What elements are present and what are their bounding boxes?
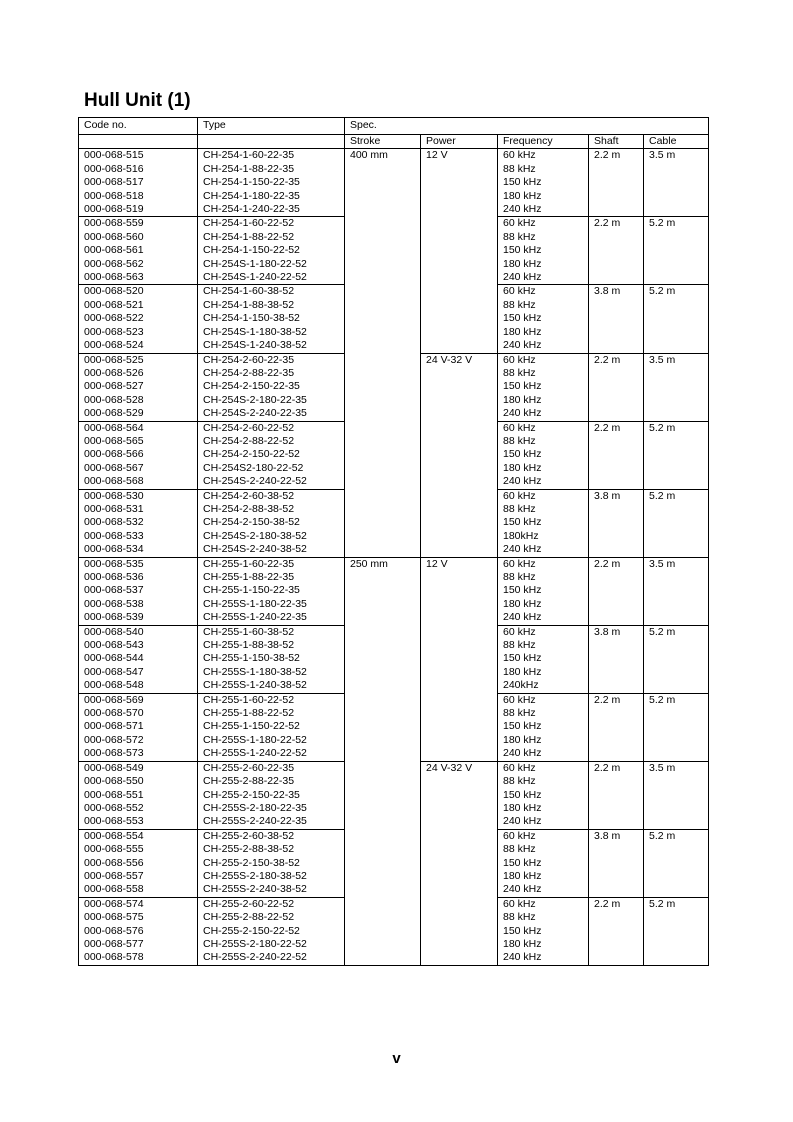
code-cell: 000-068-533	[79, 530, 198, 543]
type-cell: CH-254S2-180-22-52	[198, 462, 345, 475]
frequency-cell: 240 kHz	[498, 883, 589, 897]
shaft-cell: 3.8 m	[589, 829, 644, 897]
frequency-cell: 60 kHz	[498, 761, 589, 775]
code-cell: 000-068-578	[79, 951, 198, 965]
cable-cell: 5.2 m	[644, 693, 709, 761]
header-spec: Spec.	[345, 118, 709, 135]
shaft-cell: 2.2 m	[589, 897, 644, 965]
frequency-cell: 240 kHz	[498, 407, 589, 421]
frequency-cell: 240 kHz	[498, 475, 589, 489]
frequency-cell: 180 kHz	[498, 190, 589, 203]
type-cell: CH-254S-1-180-22-52	[198, 258, 345, 271]
code-cell: 000-068-569	[79, 693, 198, 707]
code-cell: 000-068-552	[79, 802, 198, 815]
cable-cell: 3.5 m	[644, 761, 709, 829]
code-cell: 000-068-548	[79, 679, 198, 693]
type-cell: CH-255S-2-180-22-35	[198, 802, 345, 815]
frequency-cell: 60 kHz	[498, 625, 589, 639]
code-cell: 000-068-529	[79, 407, 198, 421]
page-number: v	[392, 1050, 401, 1067]
code-cell: 000-068-550	[79, 775, 198, 788]
frequency-cell: 180 kHz	[498, 598, 589, 611]
cable-cell: 3.5 m	[644, 557, 709, 625]
frequency-cell: 88 kHz	[498, 639, 589, 652]
type-cell: CH-255-2-150-38-52	[198, 857, 345, 870]
cable-cell: 3.5 m	[644, 353, 709, 421]
code-cell: 000-068-551	[79, 789, 198, 802]
type-cell: CH-254S-1-240-22-52	[198, 271, 345, 285]
cable-cell: 5.2 m	[644, 829, 709, 897]
cable-cell: 5.2 m	[644, 285, 709, 353]
header-frequency: Frequency	[498, 135, 589, 149]
header-stroke: Stroke	[345, 135, 421, 149]
type-cell: CH-255S-2-240-22-35	[198, 815, 345, 829]
frequency-cell: 240 kHz	[498, 611, 589, 625]
type-cell: CH-254-1-88-22-35	[198, 163, 345, 176]
type-cell: CH-255-1-150-38-52	[198, 652, 345, 665]
code-cell: 000-068-518	[79, 190, 198, 203]
code-cell: 000-068-554	[79, 829, 198, 843]
type-cell: CH-255S-2-240-22-52	[198, 951, 345, 965]
type-cell: CH-255S-1-240-22-52	[198, 747, 345, 761]
type-cell: CH-255-1-88-38-52	[198, 639, 345, 652]
type-cell: CH-254-2-60-22-52	[198, 421, 345, 435]
frequency-cell: 240kHz	[498, 679, 589, 693]
frequency-cell: 150 kHz	[498, 720, 589, 733]
code-cell: 000-068-556	[79, 857, 198, 870]
type-cell: CH-255S-2-180-38-52	[198, 870, 345, 883]
code-cell: 000-068-527	[79, 380, 198, 393]
type-cell: CH-255-2-88-22-52	[198, 911, 345, 924]
code-cell: 000-068-524	[79, 339, 198, 353]
shaft-cell: 2.2 m	[589, 353, 644, 421]
type-cell: CH-254-1-180-22-35	[198, 190, 345, 203]
code-cell: 000-068-539	[79, 611, 198, 625]
subheader-type-blank	[198, 135, 345, 149]
type-cell: CH-255-1-60-38-52	[198, 625, 345, 639]
code-cell: 000-068-537	[79, 584, 198, 597]
type-cell: CH-255S-1-240-38-52	[198, 679, 345, 693]
frequency-cell: 150 kHz	[498, 244, 589, 257]
cable-cell: 5.2 m	[644, 625, 709, 693]
code-cell: 000-068-517	[79, 176, 198, 189]
shaft-cell: 2.2 m	[589, 217, 644, 285]
power-cell: 24 V-32 V	[421, 761, 498, 965]
type-cell: CH-255-2-60-22-52	[198, 897, 345, 911]
frequency-cell: 240 kHz	[498, 271, 589, 285]
frequency-cell: 240 kHz	[498, 203, 589, 217]
frequency-cell: 150 kHz	[498, 448, 589, 461]
table-body	[79, 149, 709, 965]
header-shaft: Shaft	[589, 135, 644, 149]
type-cell: CH-255-2-88-38-52	[198, 843, 345, 856]
code-cell: 000-068-528	[79, 394, 198, 407]
frequency-cell: 240 kHz	[498, 951, 589, 965]
code-cell: 000-068-572	[79, 734, 198, 747]
code-cell: 000-068-558	[79, 883, 198, 897]
frequency-cell: 180 kHz	[498, 802, 589, 815]
type-cell: CH-255-2-150-22-52	[198, 925, 345, 938]
frequency-cell: 180 kHz	[498, 258, 589, 271]
code-cell: 000-068-571	[79, 720, 198, 733]
header-cable: Cable	[644, 135, 709, 149]
code-cell: 000-068-525	[79, 353, 198, 367]
frequency-cell: 180 kHz	[498, 394, 589, 407]
type-cell: CH-254-1-150-22-35	[198, 176, 345, 189]
header-power: Power	[421, 135, 498, 149]
frequency-cell: 180 kHz	[498, 666, 589, 679]
frequency-cell: 180 kHz	[498, 938, 589, 951]
frequency-cell: 60 kHz	[498, 897, 589, 911]
code-cell: 000-068-574	[79, 897, 198, 911]
frequency-cell: 150 kHz	[498, 312, 589, 325]
shaft-cell: 3.8 m	[589, 489, 644, 557]
type-cell: CH-255-2-60-38-52	[198, 829, 345, 843]
shaft-cell: 3.8 m	[589, 625, 644, 693]
frequency-cell: 60 kHz	[498, 149, 589, 163]
code-cell: 000-068-520	[79, 285, 198, 299]
shaft-cell: 2.2 m	[589, 421, 644, 489]
frequency-cell: 240 kHz	[498, 747, 589, 761]
code-cell: 000-068-536	[79, 571, 198, 584]
shaft-cell: 2.2 m	[589, 557, 644, 625]
frequency-cell: 60 kHz	[498, 557, 589, 571]
code-cell: 000-068-565	[79, 435, 198, 448]
type-cell: CH-255S-2-240-38-52	[198, 883, 345, 897]
type-cell: CH-254-2-60-38-52	[198, 489, 345, 503]
stroke-cell: 250 mm	[345, 557, 421, 965]
cable-cell: 3.5 m	[644, 149, 709, 217]
type-cell: CH-255-2-150-22-35	[198, 789, 345, 802]
code-cell: 000-068-568	[79, 475, 198, 489]
type-cell: CH-255-2-88-22-35	[198, 775, 345, 788]
header-type: Type	[198, 118, 345, 135]
frequency-cell: 180 kHz	[498, 870, 589, 883]
code-cell: 000-068-560	[79, 231, 198, 244]
code-cell: 000-068-566	[79, 448, 198, 461]
type-cell: CH-254-1-60-38-52	[198, 285, 345, 299]
code-cell: 000-068-516	[79, 163, 198, 176]
table-row	[79, 149, 709, 163]
frequency-cell: 60 kHz	[498, 285, 589, 299]
frequency-cell: 150 kHz	[498, 789, 589, 802]
code-cell: 000-068-523	[79, 326, 198, 339]
type-cell: CH-254-2-88-22-35	[198, 367, 345, 380]
power-cell: 24 V-32 V	[421, 353, 498, 557]
type-cell: CH-254-1-240-22-35	[198, 203, 345, 217]
frequency-cell: 88 kHz	[498, 231, 589, 244]
type-cell: CH-254-2-88-38-52	[198, 503, 345, 516]
frequency-cell: 88 kHz	[498, 775, 589, 788]
frequency-cell: 240 kHz	[498, 815, 589, 829]
code-cell: 000-068-557	[79, 870, 198, 883]
type-cell: CH-254S-2-240-38-52	[198, 543, 345, 557]
type-cell: CH-254-2-60-22-35	[198, 353, 345, 367]
type-cell: CH-254-1-88-38-52	[198, 299, 345, 312]
type-cell: CH-254S-1-180-38-52	[198, 326, 345, 339]
header-code: Code no.	[79, 118, 198, 135]
code-cell: 000-068-515	[79, 149, 198, 163]
code-cell: 000-068-538	[79, 598, 198, 611]
code-cell: 000-068-521	[79, 299, 198, 312]
code-cell: 000-068-576	[79, 925, 198, 938]
frequency-cell: 88 kHz	[498, 911, 589, 924]
frequency-cell: 88 kHz	[498, 843, 589, 856]
frequency-cell: 240 kHz	[498, 339, 589, 353]
code-cell: 000-068-561	[79, 244, 198, 257]
code-cell: 000-068-543	[79, 639, 198, 652]
type-cell: CH-255S-1-180-22-52	[198, 734, 345, 747]
type-cell: CH-255-1-60-22-35	[198, 557, 345, 571]
type-cell: CH-254S-1-240-38-52	[198, 339, 345, 353]
type-cell: CH-254S-2-180-38-52	[198, 530, 345, 543]
frequency-cell: 150 kHz	[498, 380, 589, 393]
type-cell: CH-254-1-150-22-52	[198, 244, 345, 257]
type-cell: CH-254S-2-180-22-35	[198, 394, 345, 407]
code-cell: 000-068-573	[79, 747, 198, 761]
code-cell: 000-068-555	[79, 843, 198, 856]
frequency-cell: 60 kHz	[498, 489, 589, 503]
type-cell: CH-254-1-88-22-52	[198, 231, 345, 244]
type-cell: CH-255S-1-180-38-52	[198, 666, 345, 679]
frequency-cell: 88 kHz	[498, 163, 589, 176]
frequency-cell: 180 kHz	[498, 734, 589, 747]
code-cell: 000-068-562	[79, 258, 198, 271]
hull-unit-table	[78, 117, 709, 966]
type-cell: CH-255-2-60-22-35	[198, 761, 345, 775]
frequency-cell: 88 kHz	[498, 367, 589, 380]
frequency-cell: 88 kHz	[498, 707, 589, 720]
type-cell: CH-254-2-150-22-52	[198, 448, 345, 461]
code-cell: 000-068-544	[79, 652, 198, 665]
frequency-cell: 180kHz	[498, 530, 589, 543]
table-row	[79, 557, 709, 571]
code-cell: 000-068-532	[79, 516, 198, 529]
code-cell: 000-068-534	[79, 543, 198, 557]
type-cell: CH-255-1-150-22-35	[198, 584, 345, 597]
code-cell: 000-068-526	[79, 367, 198, 380]
frequency-cell: 60 kHz	[498, 693, 589, 707]
type-cell: CH-255S-1-180-22-35	[198, 598, 345, 611]
type-cell: CH-254-2-88-22-52	[198, 435, 345, 448]
frequency-cell: 88 kHz	[498, 571, 589, 584]
code-cell: 000-068-559	[79, 217, 198, 231]
frequency-cell: 60 kHz	[498, 217, 589, 231]
type-cell: CH-255S-2-180-22-52	[198, 938, 345, 951]
code-cell: 000-068-553	[79, 815, 198, 829]
page-title: Hull Unit (1)	[84, 90, 191, 111]
code-cell: 000-068-575	[79, 911, 198, 924]
shaft-cell: 2.2 m	[589, 149, 644, 217]
header-row	[79, 118, 709, 135]
code-cell: 000-068-535	[79, 557, 198, 571]
code-cell: 000-068-564	[79, 421, 198, 435]
code-cell: 000-068-519	[79, 203, 198, 217]
code-cell: 000-068-577	[79, 938, 198, 951]
frequency-cell: 150 kHz	[498, 652, 589, 665]
cable-cell: 5.2 m	[644, 489, 709, 557]
code-cell: 000-068-549	[79, 761, 198, 775]
frequency-cell: 88 kHz	[498, 503, 589, 516]
power-cell: 12 V	[421, 557, 498, 761]
type-cell: CH-255-1-88-22-52	[198, 707, 345, 720]
type-cell: CH-254-1-60-22-35	[198, 149, 345, 163]
type-cell: CH-254-2-150-38-52	[198, 516, 345, 529]
frequency-cell: 60 kHz	[498, 421, 589, 435]
type-cell: CH-254S-2-240-22-35	[198, 407, 345, 421]
frequency-cell: 150 kHz	[498, 857, 589, 870]
code-cell: 000-068-547	[79, 666, 198, 679]
type-cell: CH-254S-2-240-22-52	[198, 475, 345, 489]
cable-cell: 5.2 m	[644, 421, 709, 489]
shaft-cell: 3.8 m	[589, 285, 644, 353]
frequency-cell: 60 kHz	[498, 829, 589, 843]
cable-cell: 5.2 m	[644, 217, 709, 285]
frequency-cell: 88 kHz	[498, 299, 589, 312]
code-cell: 000-068-531	[79, 503, 198, 516]
shaft-cell: 2.2 m	[589, 761, 644, 829]
code-cell: 000-068-522	[79, 312, 198, 325]
frequency-cell: 180 kHz	[498, 326, 589, 339]
frequency-cell: 240 kHz	[498, 543, 589, 557]
subheader-row	[79, 135, 709, 149]
code-cell: 000-068-570	[79, 707, 198, 720]
frequency-cell: 88 kHz	[498, 435, 589, 448]
type-cell: CH-255S-1-240-22-35	[198, 611, 345, 625]
frequency-cell: 150 kHz	[498, 925, 589, 938]
shaft-cell: 2.2 m	[589, 693, 644, 761]
type-cell: CH-254-1-60-22-52	[198, 217, 345, 231]
frequency-cell: 150 kHz	[498, 176, 589, 189]
type-cell: CH-254-1-150-38-52	[198, 312, 345, 325]
code-cell: 000-068-563	[79, 271, 198, 285]
stroke-cell: 400 mm	[345, 149, 421, 557]
code-cell: 000-068-540	[79, 625, 198, 639]
type-cell: CH-255-1-60-22-52	[198, 693, 345, 707]
type-cell: CH-255-1-150-22-52	[198, 720, 345, 733]
code-cell: 000-068-567	[79, 462, 198, 475]
type-cell: CH-254-2-150-22-35	[198, 380, 345, 393]
code-cell: 000-068-530	[79, 489, 198, 503]
cable-cell: 5.2 m	[644, 897, 709, 965]
power-cell: 12 V	[421, 149, 498, 353]
frequency-cell: 60 kHz	[498, 353, 589, 367]
frequency-cell: 150 kHz	[498, 516, 589, 529]
frequency-cell: 180 kHz	[498, 462, 589, 475]
subheader-code-blank	[79, 135, 198, 149]
type-cell: CH-255-1-88-22-35	[198, 571, 345, 584]
frequency-cell: 150 kHz	[498, 584, 589, 597]
